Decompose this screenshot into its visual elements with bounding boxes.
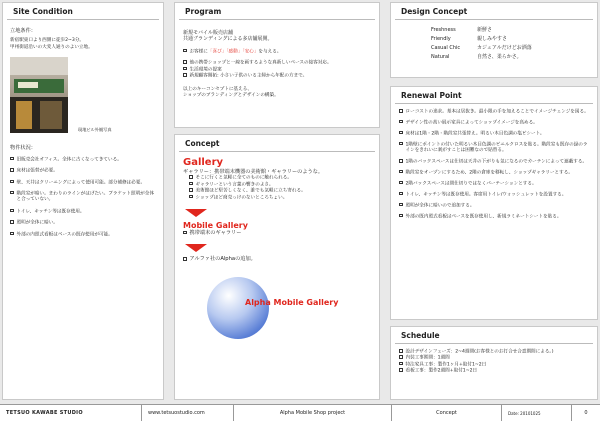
checkbox-icon xyxy=(183,231,187,235)
list-item: 特注家具工事：製作1ヶ月+取付1~2日 xyxy=(399,362,589,368)
down-arrow-icon xyxy=(185,209,207,217)
location-line-2: 甲州街道沿いの大変人通りのよい立地。 xyxy=(10,44,93,50)
list-item: ギャラリーという言葉の響きのよさ。 xyxy=(183,182,371,188)
checkbox-icon xyxy=(399,192,403,196)
checkbox-icon xyxy=(10,157,14,161)
list-item: そこに行くと気軽に全てのものに触れられる。 xyxy=(183,175,371,181)
design-concept-panel xyxy=(390,2,598,78)
gallery-heading: Gallery xyxy=(183,157,224,168)
list-item: 照明が全体に暗いので追加する。 xyxy=(399,203,589,209)
checkbox-icon xyxy=(10,232,14,236)
list-item: 1階のバックスペースは仕切は天井の下がりも気になるのでカーテンによって遮蔽する。 xyxy=(399,159,589,165)
building-photo xyxy=(10,57,68,133)
schedule-title: Schedule xyxy=(395,327,593,344)
alpha-logo xyxy=(183,273,371,343)
property-label: 物件状況： xyxy=(10,145,36,152)
design-row: Friendly 親しみやすさ xyxy=(431,36,508,42)
checkbox-icon xyxy=(10,168,14,172)
design-row: Natural 自然さ、柔らかさ。 xyxy=(431,54,522,60)
checkbox-icon xyxy=(399,170,403,174)
checkbox-icon xyxy=(183,257,187,261)
down-arrow-icon xyxy=(185,244,207,252)
checkbox-icon xyxy=(399,181,403,185)
list-item: 携帯端末のギャラリー xyxy=(183,230,371,236)
checkbox-icon xyxy=(10,191,14,195)
list-item: デザイン性の高い展示家具によってショップイメージを高める。 xyxy=(399,120,589,126)
checkbox-icon xyxy=(10,180,14,184)
property-list xyxy=(10,157,156,238)
list-item: 外部の既内照式看板はベースを既存使用し、新規ラミネートシートを貼る。 xyxy=(399,214,589,220)
checkbox-icon xyxy=(183,73,187,77)
checkbox-icon xyxy=(399,214,403,218)
photo-caption: 現地ビル外観写真 xyxy=(78,126,112,132)
list-item: 内装工事期間：1週間 xyxy=(399,355,589,361)
renewal-point-panel xyxy=(390,86,598,320)
checkbox-icon xyxy=(189,188,193,192)
checkbox-icon xyxy=(189,195,193,199)
footer-url[interactable]: www.tetsuostudio.com xyxy=(142,405,234,421)
list-item: 床材は1階・2階・階段室共張替え。明るい木目色調の塩ビシート。 xyxy=(399,131,589,137)
list-item: アルファ社のAlphaの追加。 xyxy=(183,256,371,262)
schedule-panel xyxy=(390,326,598,400)
program-panel xyxy=(174,2,380,128)
footer-project: Alpha Mobile Shop project xyxy=(234,405,392,421)
list-item: ローコストの追求。基本は居抜き。最小限の手を加えることでイメージチェンジを図る。 xyxy=(399,109,589,115)
site-condition-panel xyxy=(2,2,164,400)
list-item: 生活環境の提案 xyxy=(183,67,371,73)
checkbox-icon xyxy=(183,60,187,64)
design-concept-title: Design Concept xyxy=(395,3,593,20)
program-outro-2: ショップのブランディングとデザインの構築。 xyxy=(183,93,279,99)
list-item: 他の携帯ショップと一線を画するような真新しいベースの接客対応。 xyxy=(183,60,371,66)
list-item: 新規顧客開拓: 小さい子供のいる主婦から年配の方まで。 xyxy=(183,73,371,79)
checkbox-icon xyxy=(399,120,403,124)
program-outro-1: 以上のキーコンセプトに基える、 xyxy=(183,86,252,92)
list-item: 外部の内照式看板はベースの既存使用が可能。 xyxy=(10,232,156,238)
list-item: 階段室が暗い。まわりのラインがはげたい。ブラケット照明が全体と合っていない。 xyxy=(10,191,156,204)
checkbox-icon xyxy=(399,349,403,353)
checkbox-icon xyxy=(189,182,193,186)
list-item: 設計デザインフェーズ：2~4週間(お客様とのお打合せ合意期間による。) xyxy=(399,349,589,355)
logo-text: Alpha Mobile Gallery xyxy=(245,297,339,307)
list-item: 床材は張替が必要。 xyxy=(10,168,156,174)
list-item: 照明が全体に暗い。 xyxy=(10,220,156,226)
list-item: トイレ、キッチン等は既存使用。 xyxy=(10,209,156,215)
program-title: Program xyxy=(179,3,375,20)
checkbox-icon xyxy=(189,175,193,179)
footer-studio: TETSUO KAWABE STUDIO xyxy=(0,405,142,421)
location-line-1: 新宿駅東口より西側に徒歩2~3分。 xyxy=(10,38,85,44)
logo-circle xyxy=(207,277,269,339)
list-item: 旧販売会社オフィス。全体に古くなってきている。 xyxy=(10,157,156,163)
footer-date: Date: 20101025 xyxy=(502,405,572,421)
concept-title: Concept xyxy=(179,135,375,152)
concept-panel xyxy=(174,134,380,400)
list-item: 美術館ほど堅苦しくなく、誰でも気軽に立ち寄れる。 xyxy=(183,188,371,194)
list-item: トイレ、キッチン等は既存使用。客席用トイレ/ウォッシュレットを設置する。 xyxy=(399,192,589,198)
checkbox-icon xyxy=(399,109,403,113)
program-intro-1: 新規モバイル販売店舗 xyxy=(183,30,234,36)
footer-page: 0 xyxy=(584,410,588,416)
checkbox-icon xyxy=(10,220,14,224)
checkbox-icon xyxy=(399,142,403,146)
list-item: お客様に「喜び」「感動」「安心」を与える。 xyxy=(183,49,371,55)
list-item: 壁、天井はクリーニングによって使用可能。部分補修は必要。 xyxy=(10,180,156,186)
mobile-gallery-heading: Mobile Gallery xyxy=(183,221,248,231)
location-label: 立地条件： xyxy=(10,28,36,34)
footer-sheet: Concept xyxy=(392,405,502,421)
site-condition-title: Site Condition xyxy=(7,3,159,20)
program-intro-2: 共通ブランディングによる多店舗展開。 xyxy=(183,36,273,43)
list-item: 階段室をオープンにするため、2階の倉庫を移転し、ショップギャラリーとする。 xyxy=(399,170,589,176)
checkbox-icon xyxy=(399,203,403,207)
gallery-sub: ギャラリー：携帯端末機器の美術館・ギャラリーのような。 xyxy=(183,169,324,175)
list-item: 1階壁にポイントの付いた明るい木目色調のビニルクロスを貼る。階段室も既存の緑のラインをきれいに剥がすことは困難なので貼替る。 xyxy=(399,142,589,155)
checkbox-icon xyxy=(183,67,187,71)
checkbox-icon xyxy=(399,368,403,372)
checkbox-icon xyxy=(10,209,14,213)
checkbox-icon xyxy=(399,355,403,359)
list-item: 2階バックスペースは間仕切りではなくパーテーションとする。 xyxy=(399,181,589,187)
renewal-point-title: Renewal Point xyxy=(395,87,593,104)
list-item: ショップほど商売っけのないところちょい。 xyxy=(183,195,371,201)
checkbox-icon xyxy=(183,49,187,53)
checkbox-icon xyxy=(399,362,403,366)
design-row: Casual Chic カジュアルだけどお洒落 xyxy=(431,45,532,51)
checkbox-icon xyxy=(399,131,403,135)
footer-bar xyxy=(0,404,600,421)
design-row: Freshness 新鮮さ xyxy=(431,27,493,33)
checkbox-icon xyxy=(399,159,403,163)
list-item: 看板工事：製作2週間+取付1~2日 xyxy=(399,368,589,374)
